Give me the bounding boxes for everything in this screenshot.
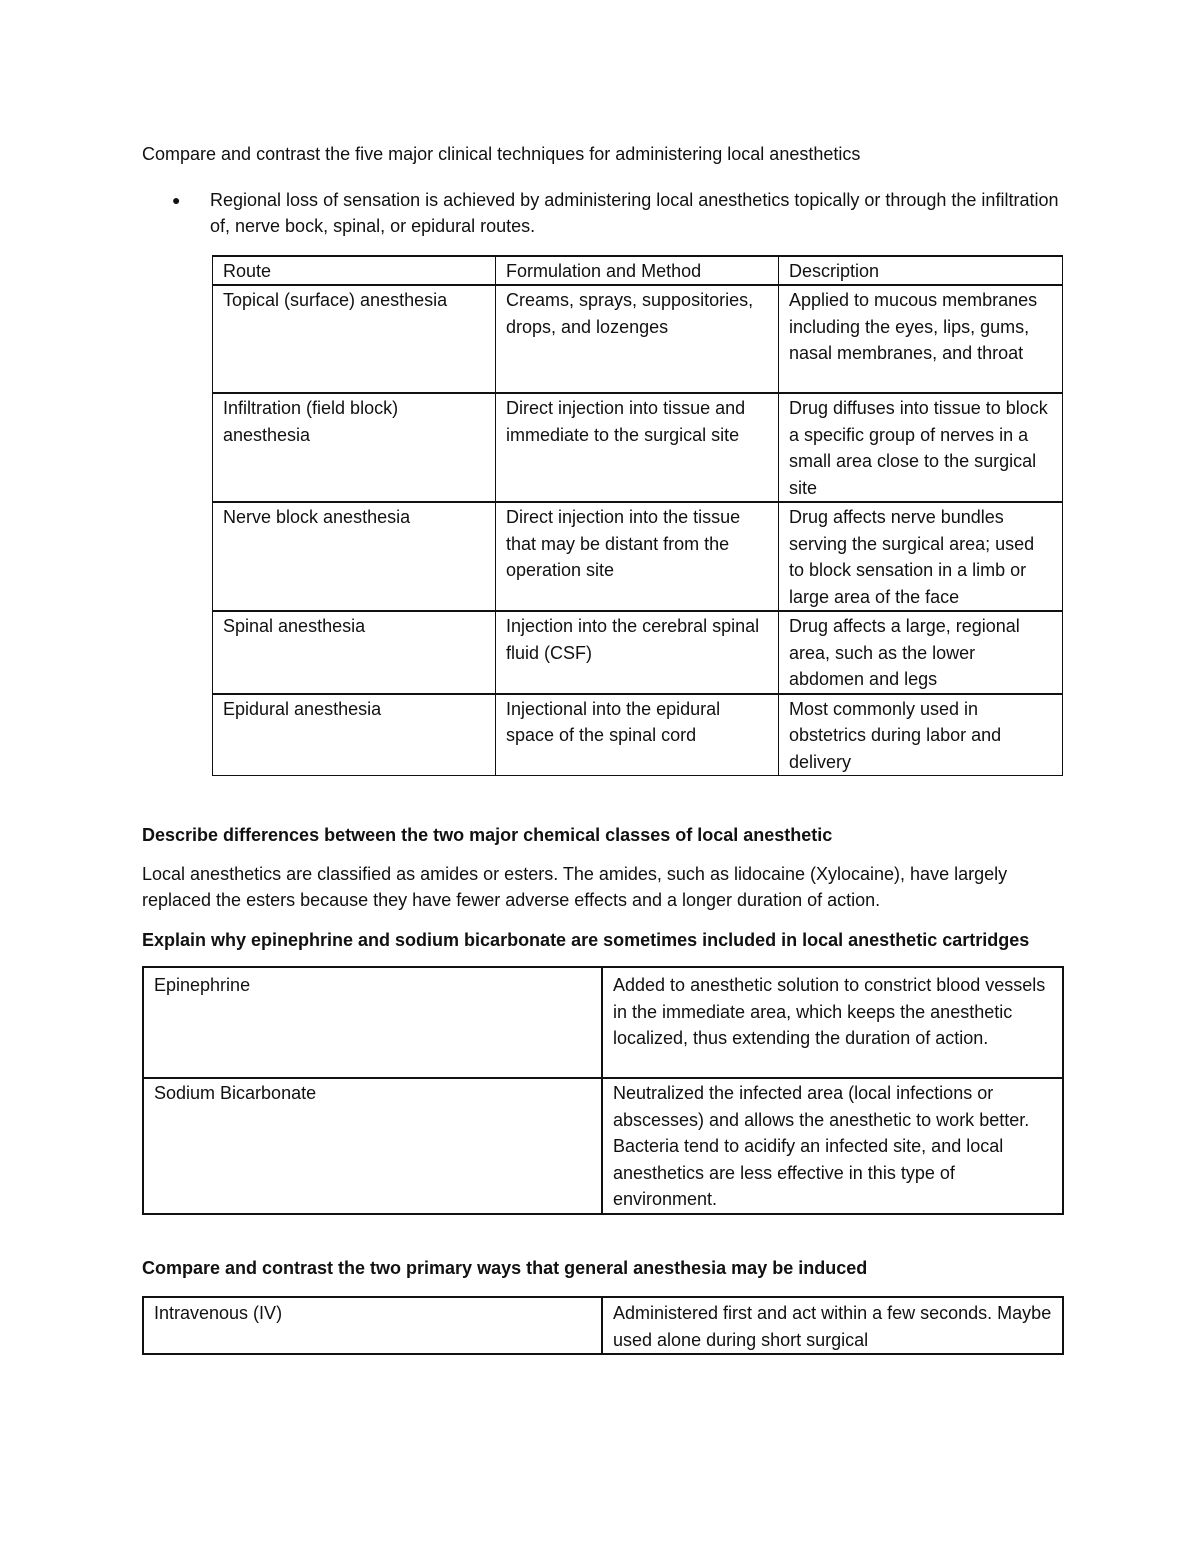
table-row (213, 285, 1063, 393)
table-cell: Infiltration (field block) anesthesia (213, 393, 496, 502)
table-cell: Injection into the cerebral spinal fluid (CSF) (496, 611, 779, 694)
document-page (142, 141, 1062, 1355)
table-row (213, 694, 1063, 776)
general-anesthesia-table (142, 1296, 1064, 1355)
table-cell: Direct injection into tissue and immediate to the surgical site (496, 393, 779, 502)
table-cell: Topical (surface) anesthesia (213, 285, 496, 393)
table-cell: Sodium Bicarbonate (143, 1078, 602, 1214)
section-heading-techniques: Compare and contrast the five major clinical techniques for administering local anesthetics (142, 144, 861, 164)
table-row (213, 611, 1063, 694)
table-cell: Applied to mucous membranes including the eyes, lips, gums, nasal membranes, and throat (779, 285, 1063, 393)
table-cell: Nerve block anesthesia (213, 502, 496, 611)
table-row (213, 502, 1063, 611)
routes-table (212, 255, 1063, 777)
table-cell: Spinal anesthesia (213, 611, 496, 694)
section-heading-chemical-classes: Describe differences between the two major chemical classes of local anesthetic (142, 825, 833, 845)
table-row (143, 967, 1063, 1078)
table-row (143, 1078, 1063, 1214)
table-cell: Drug affects a large, regional area, such as the lower abdomen and legs (779, 611, 1063, 694)
column-header-route: Route (213, 256, 496, 286)
section-heading-general-anesthesia: Compare and contrast the two primary ways that general anesthesia may be induced (142, 1257, 868, 1278)
table-cell: Neutralized the infected area (local infections or abscesses) and allows the anesthetic to work better. Bacteria tend to acidify an infected site, and local anesthetics are less effective in this type of environment. (602, 1078, 1063, 1214)
table-cell: Added to anesthetic solution to constrict blood vessels in the immediate area, which keeps the anesthetic localized, thus extending the duration of action. (602, 967, 1063, 1078)
table-cell: Intravenous (IV) (143, 1297, 602, 1354)
table-header-row (213, 256, 1063, 286)
bullet-item (142, 187, 1062, 240)
table-cell: Administered first and act within a few seconds. Maybe used alone during short surgical (602, 1297, 1063, 1354)
table-cell: Drug diffuses into tissue to block a specific group of nerves in a small area close to the surgical site (779, 393, 1063, 502)
table-cell: Creams, sprays, suppositories, drops, and lozenges (496, 285, 779, 393)
table-cell: Drug affects nerve bundles serving the surgical area; used to block sensation in a limb or large area of the face (779, 502, 1063, 611)
column-header-description: Description (779, 256, 1063, 286)
table-cell: Direct injection into the tissue that may be distant from the operation site (496, 502, 779, 611)
table-cell: Most commonly used in obstetrics during labor and delivery (779, 694, 1063, 776)
table-cell: Epidural anesthesia (213, 694, 496, 776)
bullet-icon: ● (172, 191, 181, 208)
table-cell: Injectional into the epidural space of the spinal cord (496, 694, 779, 776)
table-row (213, 393, 1063, 502)
table-cell: Epinephrine (143, 967, 602, 1078)
section-heading-additives: Explain why epinephrine and sodium bicarbonate are sometimes included in local anesthetic cartridges (142, 929, 1030, 950)
chemical-classes-paragraph: Local anesthetics are classified as amides or esters. The amides, such as lidocaine (Xylocaine), have largely replaced the esters because they have fewer adverse effects and a longer duration of action. (142, 863, 1008, 910)
table-row (143, 1297, 1063, 1354)
column-header-formulation: Formulation and Method (496, 256, 779, 286)
bullet-text: Regional loss of sensation is achieved by administering local anesthetics topically or through the infiltration of, nerve bock, spinal, or epidural routes. (210, 189, 1059, 236)
additives-table (142, 966, 1064, 1215)
